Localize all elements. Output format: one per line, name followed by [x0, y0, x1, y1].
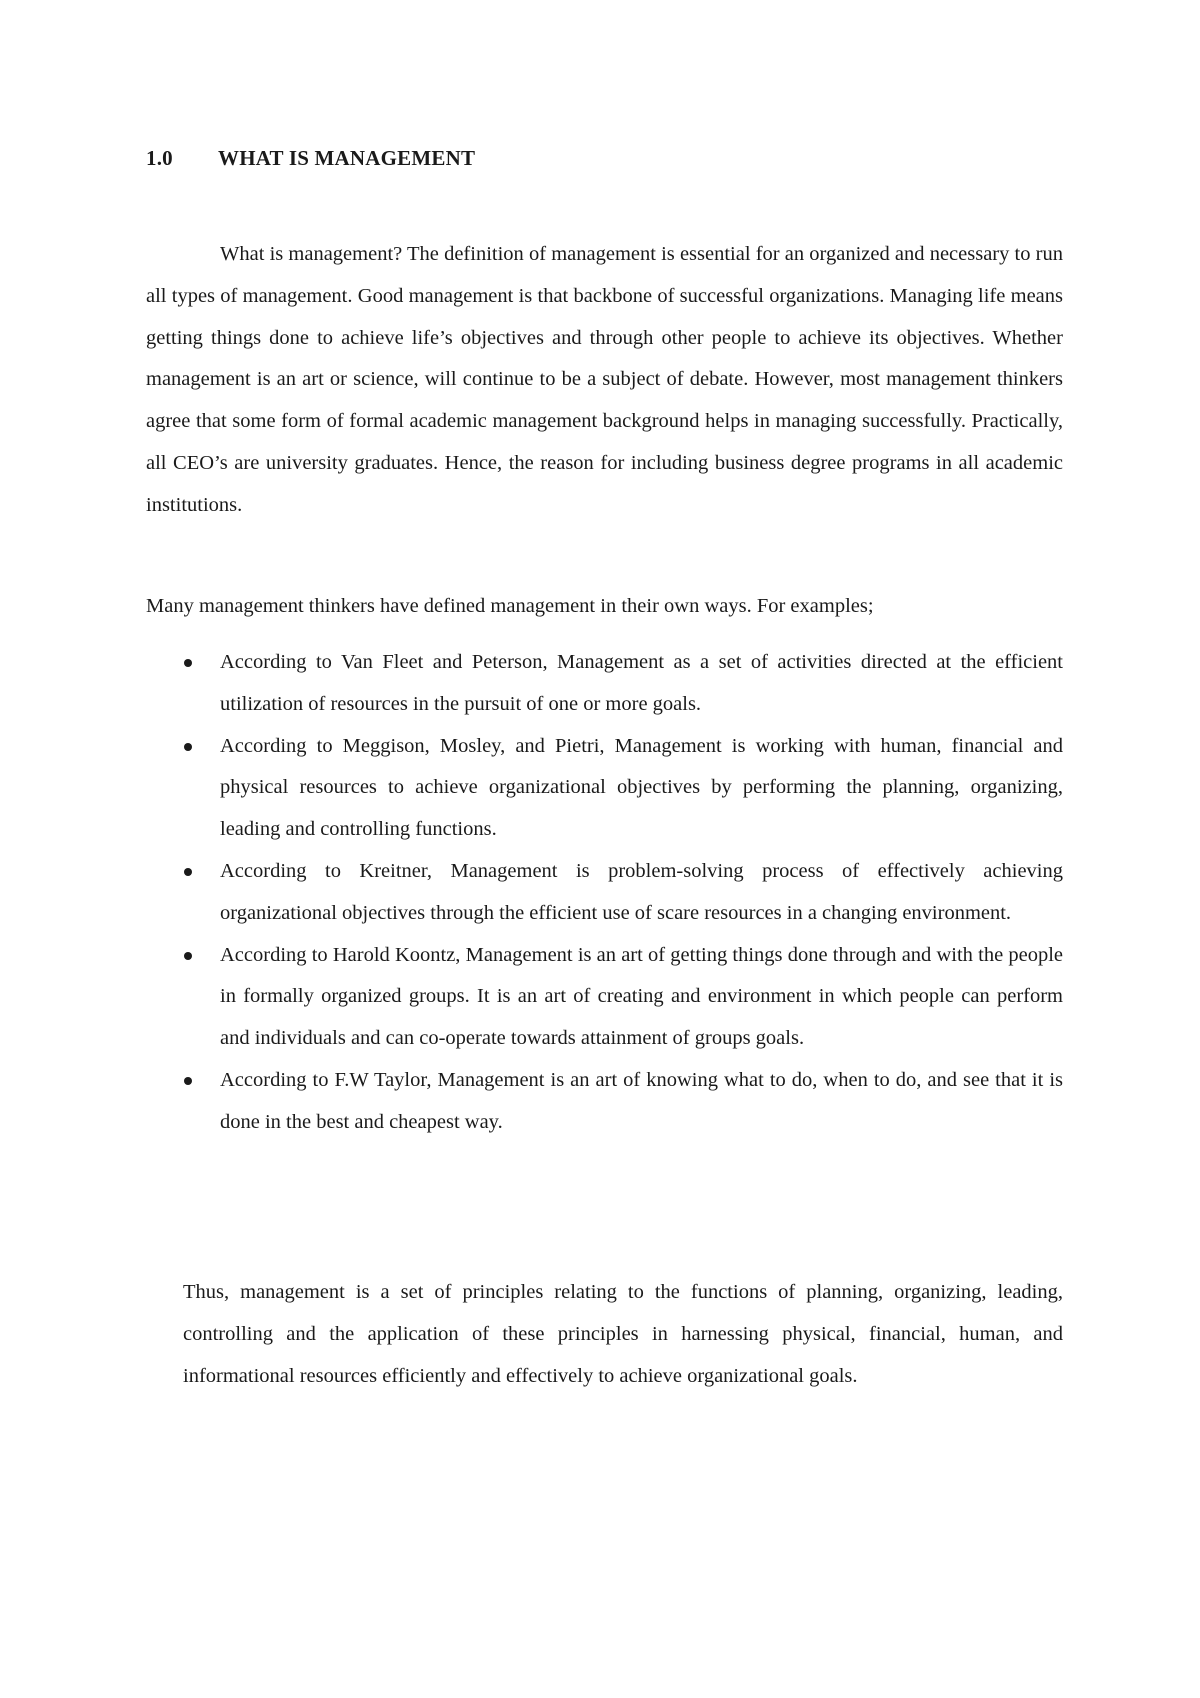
lead-paragraph: Many management thinkers have defined management in their own ways. For examples;	[146, 595, 874, 617]
bullet-icon	[184, 952, 192, 960]
bullet-icon	[184, 743, 192, 751]
list-item-text: According to F.W Taylor, Management is an art of knowing what to do, when to do, and see that it is done in the best and cheapest way.	[220, 1068, 1063, 1133]
section-number: 1.0	[146, 146, 173, 170]
list-item	[146, 1060, 1063, 1144]
section-heading	[146, 146, 475, 171]
list-item	[146, 851, 1063, 935]
list-item-text: According to Kreitner, Management is problem-solving process of effectively achieving organizational objectives through the efficient use of scare resources in a changing environment.	[220, 859, 1063, 924]
list-item	[146, 935, 1063, 1060]
intro-paragraph: What is management? The definition of management is essential for an organized and necessary to run all types of management. Good management is that backbone of successful organizations. Managing life means getting things done to achieve life’s objectives and through other people to achieve its objectives. Whether management is an art or science, will continue to be a subject of debate. However, most management thinkers agree that some form of formal academic management background helps in managing successfully. Practically, all CEO’s are university graduates. Hence, the reason for including business degree programs in all academic institutions.	[146, 243, 1063, 516]
bullet-icon	[184, 1077, 192, 1085]
list-item-text: According to Meggison, Mosley, and Pietri, Management is working with human, financial and physical resources to achieve organizational objectives by performing the planning, organizing, leading and controlling functions.	[220, 734, 1063, 841]
bullet-icon	[184, 659, 192, 667]
definitions-list	[146, 642, 1063, 1144]
list-item-text: According to Harold Koontz, Management is an art of getting things done through and with the people in formally organized groups. It is an art of creating and environment in which people can perform and individuals and can co-operate towards attainment of groups goals.	[220, 943, 1063, 1050]
section-title: WHAT IS MANAGEMENT	[218, 146, 476, 170]
list-item-text: According to Van Fleet and Peterson, Management as a set of activities directed at the efficient utilization of resources in the pursuit of one or more goals.	[220, 651, 1063, 715]
conclusion-paragraph: Thus, management is a set of principles relating to the functions of planning, organizing, leading, controlling and the application of these principles in harnessing physical, financial, human, and informational resources efficiently and effectively to achieve organizational goals.	[183, 1281, 1063, 1387]
list-item	[146, 726, 1063, 851]
list-item	[146, 642, 1063, 726]
bullet-icon	[184, 868, 192, 876]
